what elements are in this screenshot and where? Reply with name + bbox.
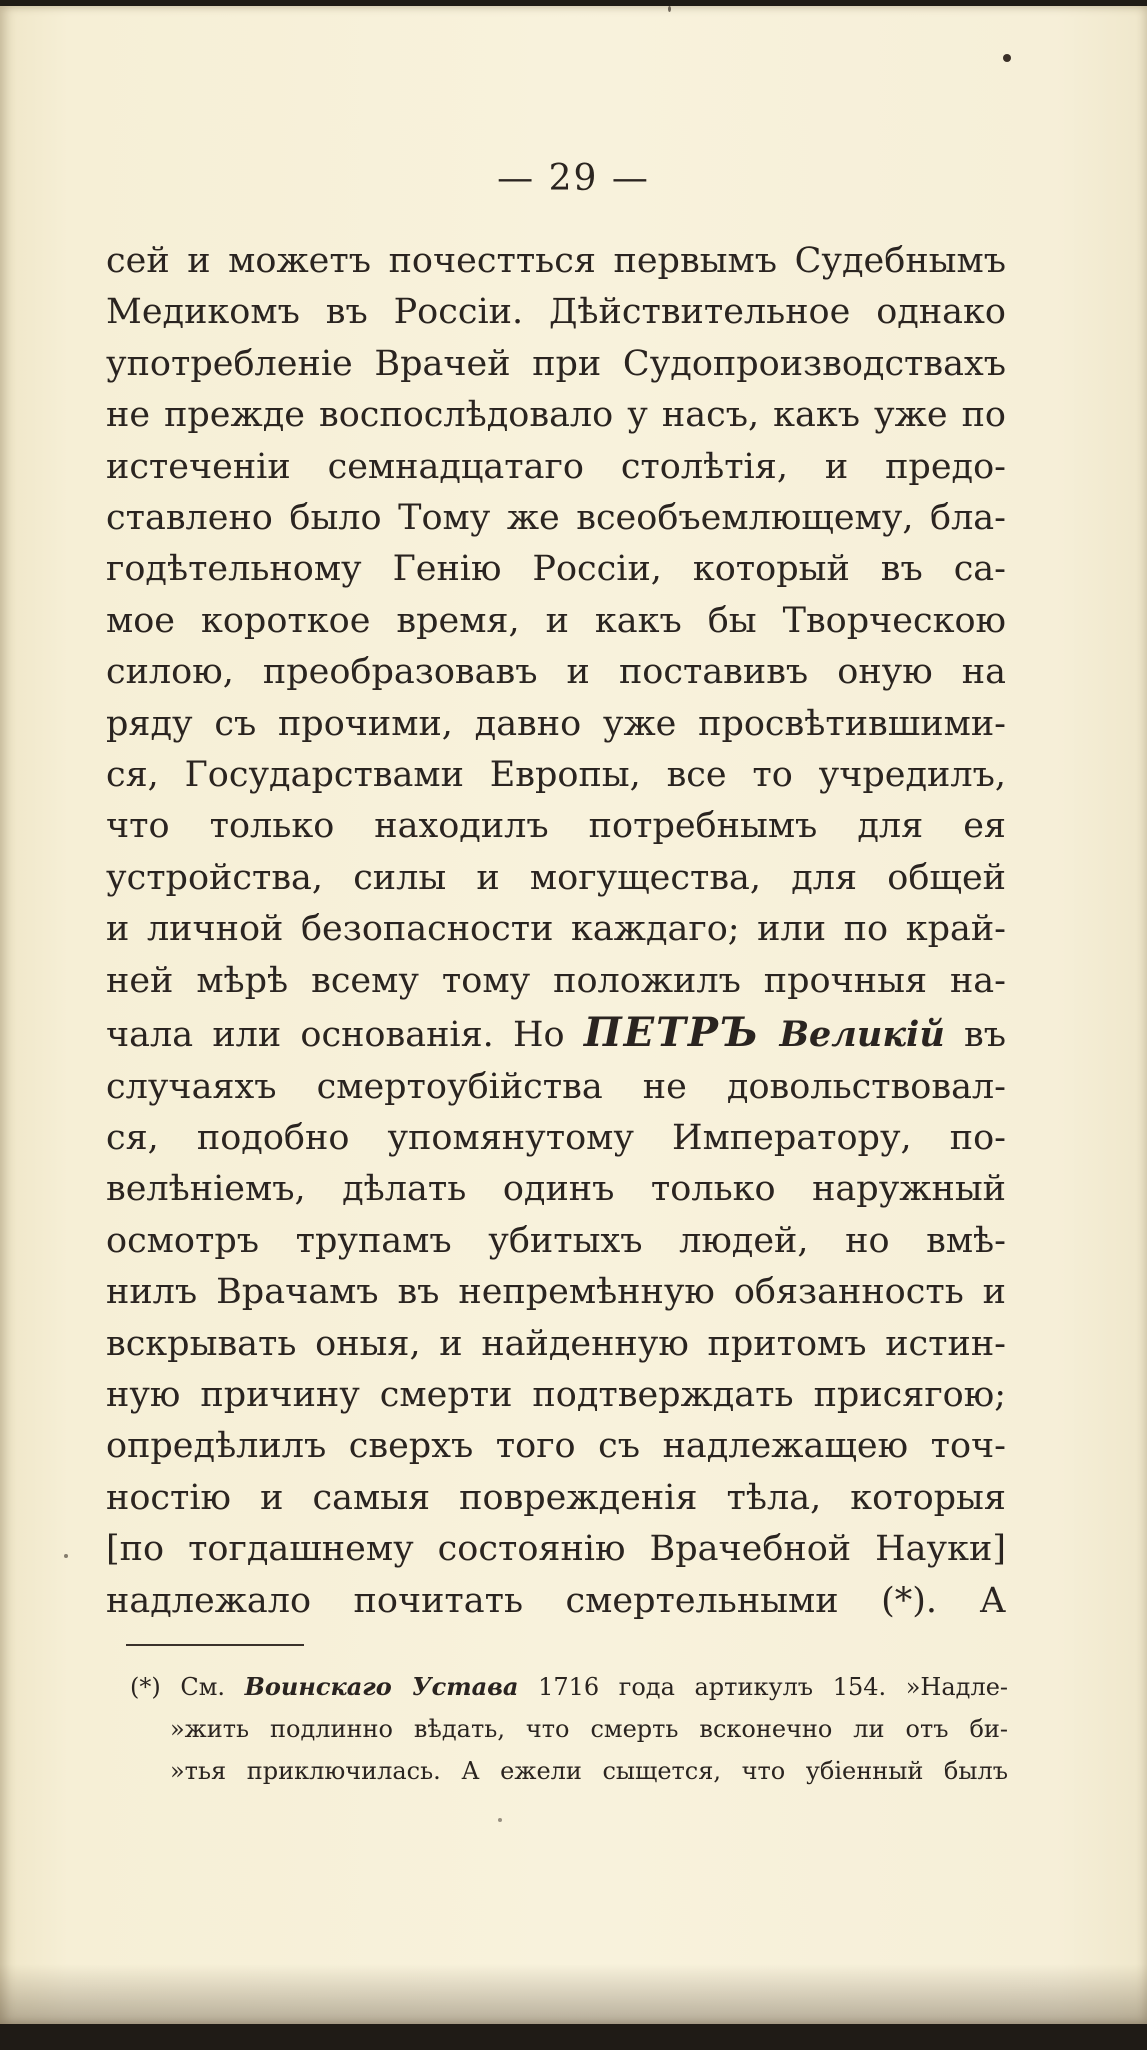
text-line: случаяхъ смертоубійства не довольствовал- [106, 1066, 1006, 1107]
emphasized-epithet: Великій [779, 1014, 945, 1056]
paper-speck [668, 6, 671, 12]
footnote-divider [126, 1644, 304, 1646]
text-line: Медикомъ въ Россіи. Дѣйствительное однако [106, 292, 1006, 333]
footnote-source-title: Воинскаго Устава [244, 1672, 519, 1701]
footnote-line: »жить подлинно вѣдать, что смерть всконечно ли отъ би- [170, 1715, 1008, 1743]
text-segment: въ [944, 1015, 1006, 1056]
text-line: надлежало почитать смертельными (*). А [106, 1580, 1006, 1621]
page-number: — 29 — [497, 158, 650, 199]
text-line: ряду съ прочими, давно уже просвѣтившими- [106, 703, 1006, 744]
text-line: ностію и самыя поврежденія тѣла, которыя [106, 1477, 1006, 1518]
text-line: ставлено было Тому же всеобъемлющему, бла- [106, 498, 1006, 539]
text-line: опредѣлилъ сверхъ того съ надлежащею точ- [106, 1426, 1006, 1467]
text-line-with-name [106, 1007, 1006, 1061]
paper-speck [1003, 54, 1011, 62]
text-line: мое короткое время, и какъ бы Творческою [106, 600, 1006, 641]
text-line: ную причину смерти подтверждать присягою; [106, 1374, 1006, 1415]
paper-speck [64, 1554, 68, 1558]
text-line: не прежде воспослѣдовало у насъ, какъ уже по [106, 395, 1006, 436]
text-line: нилъ Врачамъ въ непремѣнную обязанность и [106, 1272, 1006, 1313]
text-line: вскрывать оныя, и найденную притомъ истин- [106, 1323, 1006, 1364]
text-line: ся, Государствами Европы, все то учредилъ, [106, 755, 1006, 796]
text-line: ся, подобно упомянутому Императору, по- [106, 1117, 1006, 1158]
text-line: [по тогдашнему состоянію Врачебной Науки] [106, 1529, 1006, 1570]
text-line: что только находилъ потребнымъ для ея [106, 806, 1006, 847]
text-line: силою, преобразовавъ и поставивъ оную на [106, 652, 1006, 693]
text-line: устройства, силы и могущества, для общей [106, 857, 1006, 898]
text-line: осмотръ трупамъ убитыхъ людей, но вмѣ- [106, 1220, 1006, 1261]
footnote-marker: (*) См. [130, 1673, 245, 1701]
text-segment: чала или основанія. Но [106, 1015, 584, 1056]
text-line: годѣтельному Генію Россіи, который въ са- [106, 549, 1006, 590]
text-line: и личной безопасности каждаго; или по край- [106, 909, 1006, 950]
text-line: сей и можетъ почестться первымъ Судебнымъ [106, 241, 1006, 281]
footnote-text: 1716 года артикулъ 154. »Надле- [518, 1673, 1008, 1701]
paper-speck [498, 1818, 502, 1822]
main-text [106, 236, 1006, 1627]
text-line: употребленіе Врачей при Судопроизводствахъ [106, 343, 1006, 384]
book-page [0, 6, 1147, 2024]
text-line: велѣніемъ, дѣлать одинъ только наружный [106, 1169, 1006, 1210]
page-edge-shadow [0, 1964, 1147, 2024]
footnote-line [130, 1666, 1008, 1708]
footnote [130, 1666, 1008, 1792]
emphasized-name: ПЕТРЪ [583, 1009, 761, 1057]
footnote-line: »тья приключилась. А ежели сыщется, что убіенный былъ [170, 1757, 1008, 1785]
text-line: истеченіи семнадцатаго столѣтія, и предо- [106, 446, 1006, 487]
text-line: ней мѣрѣ всему тому положилъ прочныя на- [106, 960, 1006, 1001]
